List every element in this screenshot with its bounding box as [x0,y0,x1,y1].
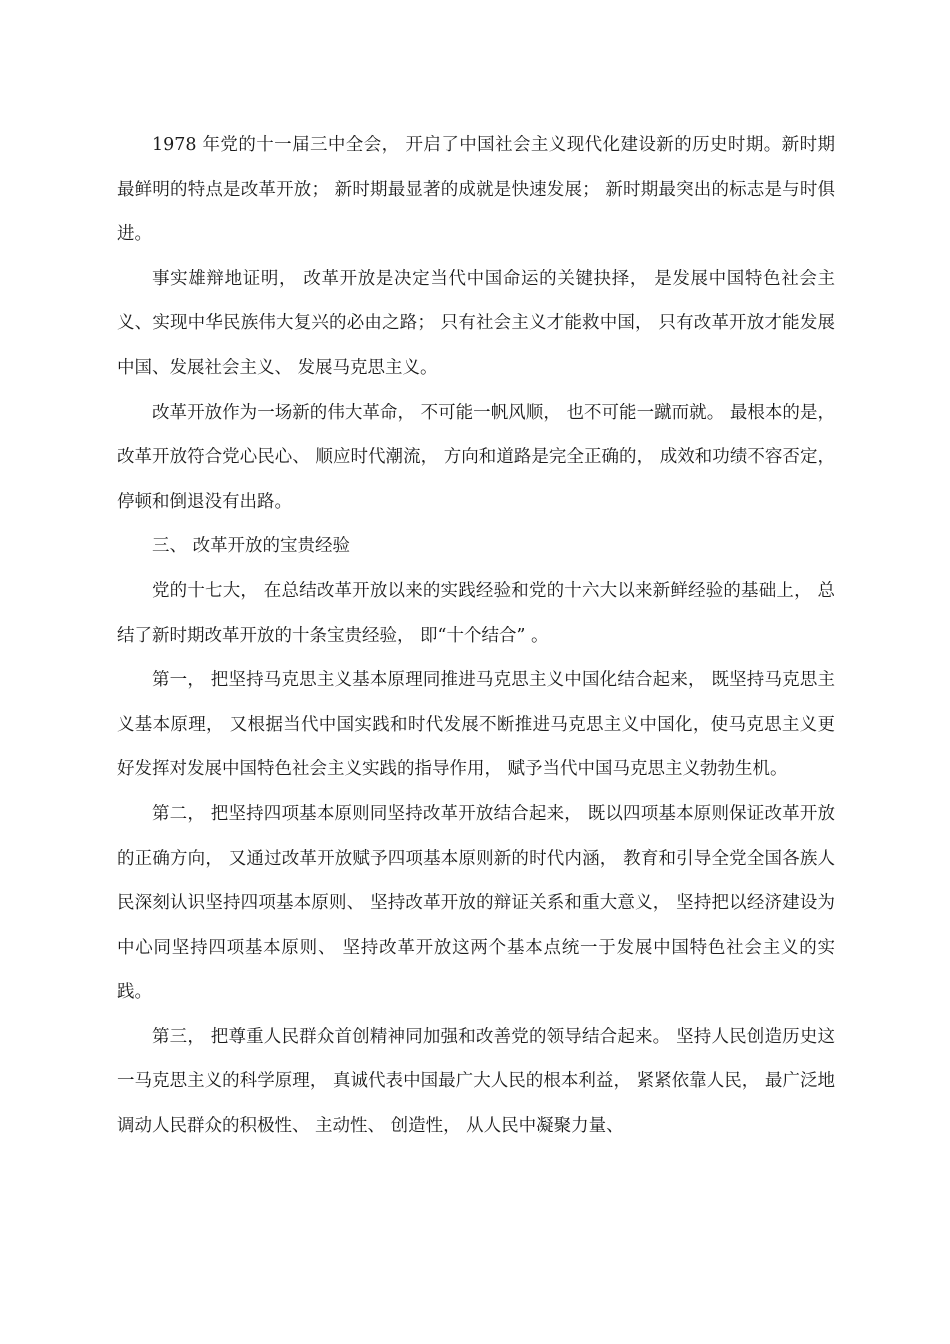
paragraph-great-revolution: 改革开放作为一场新的伟大革命， 不可能一帆风顺， 也不可能一蹴而就。 最根本的是，改革开放符合党心民心、 顺应时代潮流， 方向和道路是完全正确的， 成效和功绩不容否定，停顿和倒退没有出路。 [117,402,835,512]
document-body [117,123,835,1149]
section-heading: 三、 改革开放的宝贵经验 [152,536,351,557]
paragraph-reform-opening-1978: 1978 年党的十一届三中全会， 开启了中国社会主义现代化建设新的历史时期。新时期最鲜明的特点是改革开放； 新时期最显著的成就是快速发展； 新时期最突出的标志是与时俱进。 [117,135,835,245]
paragraph-second-combination: 第二， 把坚持四项基本原则同坚持改革开放结合起来， 既以四项基本原则保证改革开放的正确方向， 又通过改革开放赋予四项基本原则新的时代内涵， 教育和引导全党全国各族人民深刻认识坚持四项基本原则、 坚持改革开放的辩证关系和重大意义， 坚持把以经济建设为中心同坚持四项基本原则、 坚持改革开放这两个基本点统一于发展中国特色社会主义的实践。 [117,803,835,1003]
paragraph-seventeenth-congress: 党的十七大， 在总结改革开放以来的实践经验和党的十六大以来新鲜经验的基础上， 总结了新时期改革开放的十条宝贵经验， 即“十个结合” 。 [117,580,835,646]
paragraph-first-combination: 第一， 把坚持马克思主义基本原理同推进马克思主义中国化结合起来， 既坚持马克思主义基本原理， 又根据当代中国实践和时代发展不断推进马克思主义中国化，使马克思主义更好发挥对发展中国特色社会主义实践的指导作用， 赋予当代中国马克思主义勃勃生机。 [117,670,835,780]
paragraph-third-combination: 第三， 把尊重人民群众首创精神同加强和改善党的领导结合起来。 坚持人民创造历史这一马克思主义的科学原理， 真诚代表中国最广大人民的根本利益， 紧紧依靠人民， 最广泛地调动人民群众的积极性、 主动性、 创造性， 从人民中凝聚力量、 [117,1026,835,1137]
paragraph-facts-prove: 事实雄辩地证明， 改革开放是决定当代中国命运的关键抉择， 是发展中国特色社会主义、实现中华民族伟大复兴的必由之路； 只有社会主义才能救中国， 只有改革开放才能发展中国、发展社会主义、 发展马克思主义。 [117,268,835,378]
